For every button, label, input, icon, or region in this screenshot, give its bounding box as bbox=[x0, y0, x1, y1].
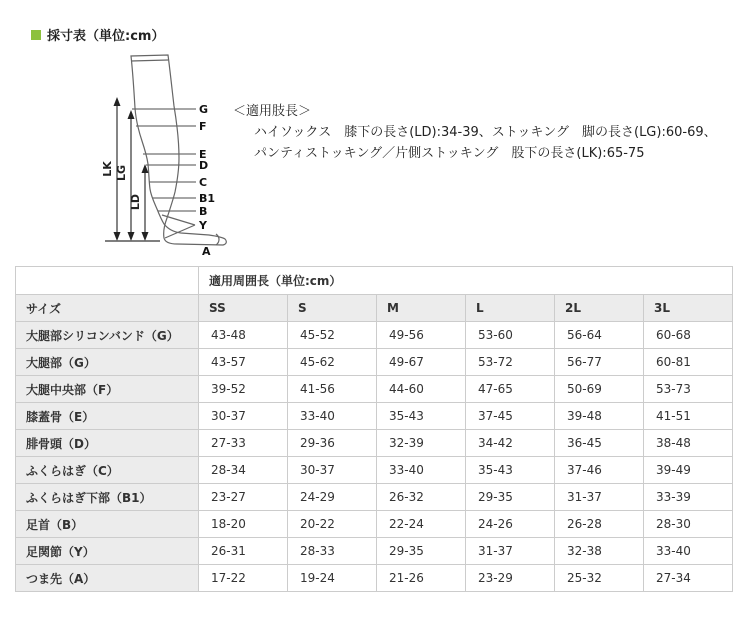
cell-value: 35-43 bbox=[466, 457, 555, 484]
size-col-header-ss: SS bbox=[199, 295, 288, 322]
table-row bbox=[16, 403, 733, 430]
leg-diagram-svg bbox=[85, 42, 245, 267]
diagram-point-label-f: F bbox=[199, 120, 207, 133]
cell-value: 30-37 bbox=[199, 403, 288, 430]
diagram-point-label-d: D bbox=[199, 159, 209, 172]
size-col-header-l: L bbox=[466, 295, 555, 322]
cell-value: 34-42 bbox=[466, 430, 555, 457]
leg-diagram bbox=[85, 42, 245, 267]
cell-value: 29-35 bbox=[377, 538, 466, 565]
diagram-point-label-g: G bbox=[199, 103, 209, 116]
cell-value: 29-35 bbox=[466, 484, 555, 511]
cell-value: 22-24 bbox=[377, 511, 466, 538]
cell-value: 56-64 bbox=[555, 322, 644, 349]
cell-value: 45-62 bbox=[288, 349, 377, 376]
diagram-arrow-label-lg: LG bbox=[115, 164, 128, 182]
cell-value: 41-51 bbox=[644, 403, 733, 430]
cell-value: 28-30 bbox=[644, 511, 733, 538]
cell-value: 20-22 bbox=[288, 511, 377, 538]
cell-value: 43-57 bbox=[199, 349, 288, 376]
row-label: 足首（B） bbox=[16, 511, 199, 538]
table-row bbox=[16, 511, 733, 538]
cell-value: 18-20 bbox=[199, 511, 288, 538]
table-row bbox=[16, 484, 733, 511]
cell-value: 36-45 bbox=[555, 430, 644, 457]
cell-value: 26-28 bbox=[555, 511, 644, 538]
cell-value: 43-48 bbox=[199, 322, 288, 349]
cell-value: 31-37 bbox=[466, 538, 555, 565]
cell-value: 45-52 bbox=[288, 322, 377, 349]
applicable-length-line-2: パンティストッキング／片側ストッキング 股下の長さ(LK):65-75 bbox=[254, 146, 645, 161]
table-row bbox=[16, 565, 733, 592]
cell-value: 56-77 bbox=[555, 349, 644, 376]
row-label: 腓骨頭（D） bbox=[16, 430, 199, 457]
cell-value: 27-33 bbox=[199, 430, 288, 457]
cell-value: 23-29 bbox=[466, 565, 555, 592]
row-label: 足関節（Y） bbox=[16, 538, 199, 565]
cell-value: 23-27 bbox=[199, 484, 288, 511]
row-label: ふくらはぎ下部（B1） bbox=[16, 484, 199, 511]
applicable-length-block bbox=[233, 101, 733, 164]
cell-value: 39-48 bbox=[555, 403, 644, 430]
size-label-cell: サイズ bbox=[16, 295, 199, 322]
diagram-point-label-y: Y bbox=[199, 219, 207, 232]
applicable-length-line-1: ハイソックス 膝下の長さ(LD):34-39、ストッキング 脚の長さ(LG):60-69、 bbox=[254, 125, 717, 140]
cell-value: 19-24 bbox=[288, 565, 377, 592]
diagram-point-label-b: B bbox=[199, 205, 208, 218]
cell-value: 24-29 bbox=[288, 484, 377, 511]
cell-value: 53-60 bbox=[466, 322, 555, 349]
cell-value: 37-45 bbox=[466, 403, 555, 430]
diagram-point-label-a: A bbox=[202, 245, 211, 258]
cell-value: 25-32 bbox=[555, 565, 644, 592]
cell-value: 24-26 bbox=[466, 511, 555, 538]
cell-value: 60-81 bbox=[644, 349, 733, 376]
table-row bbox=[16, 322, 733, 349]
green-square-icon bbox=[31, 30, 41, 40]
cell-value: 38-48 bbox=[644, 430, 733, 457]
table-header-group: 適用周囲長（単位:cm） bbox=[199, 267, 733, 295]
table-row bbox=[16, 430, 733, 457]
table-group-header-row bbox=[16, 267, 733, 295]
empty-header-cell bbox=[16, 267, 199, 295]
cell-value: 49-56 bbox=[377, 322, 466, 349]
cell-value: 28-34 bbox=[199, 457, 288, 484]
applicable-length-heading: ＜適用肢長＞ bbox=[233, 104, 312, 119]
cell-value: 35-43 bbox=[377, 403, 466, 430]
cell-value: 33-40 bbox=[644, 538, 733, 565]
cell-value: 32-39 bbox=[377, 430, 466, 457]
cell-value: 44-60 bbox=[377, 376, 466, 403]
cell-value: 53-73 bbox=[644, 376, 733, 403]
row-label: 大腿部シリコンバンド（G） bbox=[16, 322, 199, 349]
cell-value: 33-39 bbox=[644, 484, 733, 511]
row-label: 大腿部（G） bbox=[16, 349, 199, 376]
diagram-point-label-e: E bbox=[199, 148, 207, 161]
size-col-header-3l: 3L bbox=[644, 295, 733, 322]
cell-value: 39-52 bbox=[199, 376, 288, 403]
cell-value: 41-56 bbox=[288, 376, 377, 403]
cell-value: 21-26 bbox=[377, 565, 466, 592]
diagram-point-label-b1: B1 bbox=[199, 192, 216, 205]
cell-value: 50-69 bbox=[555, 376, 644, 403]
cell-value: 33-40 bbox=[377, 457, 466, 484]
cell-value: 60-68 bbox=[644, 322, 733, 349]
cell-value: 26-31 bbox=[199, 538, 288, 565]
cell-value: 30-37 bbox=[288, 457, 377, 484]
table-row bbox=[16, 457, 733, 484]
cell-value: 33-40 bbox=[288, 403, 377, 430]
table-row bbox=[16, 349, 733, 376]
cell-value: 37-46 bbox=[555, 457, 644, 484]
row-label: 大腿中央部（F） bbox=[16, 376, 199, 403]
cell-value: 28-33 bbox=[288, 538, 377, 565]
diagram-point-label-c: C bbox=[199, 176, 208, 189]
diagram-arrow-label-ld: LD bbox=[129, 193, 142, 211]
table-size-header-row bbox=[16, 295, 733, 322]
cell-value: 32-38 bbox=[555, 538, 644, 565]
cell-value: 31-37 bbox=[555, 484, 644, 511]
cell-value: 49-67 bbox=[377, 349, 466, 376]
page-title-text: 採寸表（単位:cm） bbox=[47, 29, 165, 44]
diagram-arrow-label-lk: LK bbox=[101, 161, 114, 177]
size-col-header-s: S bbox=[288, 295, 377, 322]
cell-value: 47-65 bbox=[466, 376, 555, 403]
cell-value: 39-49 bbox=[644, 457, 733, 484]
size-col-header-m: M bbox=[377, 295, 466, 322]
table-row bbox=[16, 538, 733, 565]
size-col-header-2l: 2L bbox=[555, 295, 644, 322]
row-label: つま先（A） bbox=[16, 565, 199, 592]
cell-value: 27-34 bbox=[644, 565, 733, 592]
cell-value: 17-22 bbox=[199, 565, 288, 592]
row-label: 膝蓋骨（E） bbox=[16, 403, 199, 430]
cell-value: 29-36 bbox=[288, 430, 377, 457]
row-label: ふくらはぎ（C） bbox=[16, 457, 199, 484]
measure-table bbox=[15, 266, 733, 592]
table-row bbox=[16, 376, 733, 403]
cell-value: 53-72 bbox=[466, 349, 555, 376]
cell-value: 26-32 bbox=[377, 484, 466, 511]
